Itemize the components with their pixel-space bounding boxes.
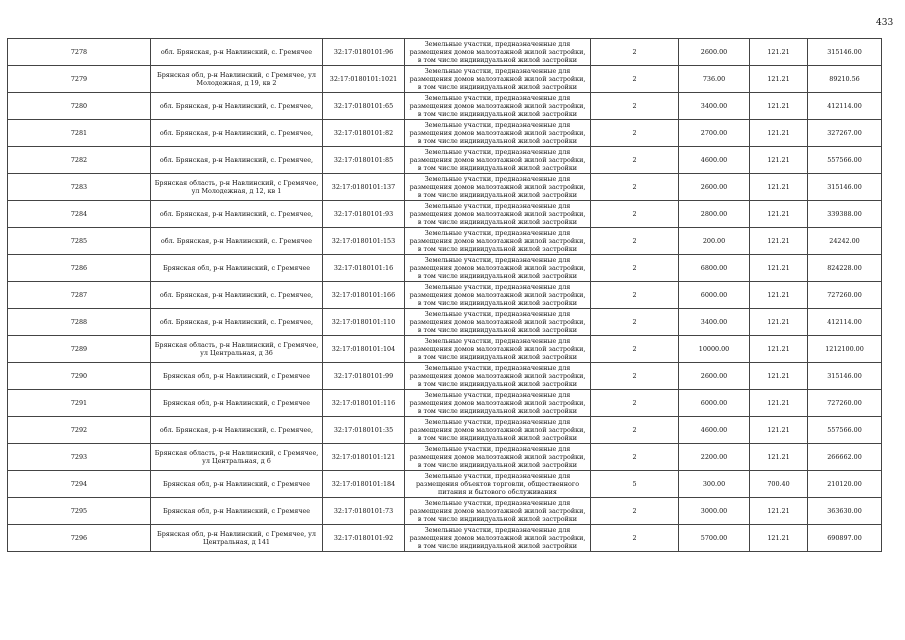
- table-row: [8, 363, 882, 390]
- specific-value-cell: 121.21: [750, 363, 808, 390]
- row-number-cell: 7279: [8, 66, 151, 93]
- table-row: [8, 255, 882, 282]
- land-use-cell: Земельные участки, предназначенные для размещения домов малоэтажной жилой застройки, в том числе индивидуальной жилой застройки: [405, 66, 591, 93]
- specific-value-cell: 121.21: [750, 120, 808, 147]
- specific-value-cell: 121.21: [750, 336, 808, 363]
- cadastral-number-cell: 32:17:0180101:65: [323, 93, 405, 120]
- specific-value-cell: 121.21: [750, 417, 808, 444]
- table-row: [8, 498, 882, 525]
- row-number-cell: 7294: [8, 471, 151, 498]
- table-row: [8, 390, 882, 417]
- address-cell: обл. Брянская, р-н Навлинский, с. Гремячее,: [151, 282, 323, 309]
- table-row: [8, 525, 882, 552]
- address-cell: обл. Брянская, р-н Навлинский, с. Гремячее,: [151, 417, 323, 444]
- address-cell: обл. Брянская, р-н Навлинский, с. Гремячее: [151, 39, 323, 66]
- area-cell: 736.00: [679, 66, 750, 93]
- cadastral-number-cell: 32:17:0180101:110: [323, 309, 405, 336]
- row-number-cell: 7295: [8, 498, 151, 525]
- area-cell: 3400.00: [679, 93, 750, 120]
- cadastral-number-cell: 32:17:0180101:137: [323, 174, 405, 201]
- cadastral-number-cell: 32:17:0180101:82: [323, 120, 405, 147]
- row-number-cell: 7290: [8, 363, 151, 390]
- cadastral-value-cell: 824228.00: [808, 255, 882, 282]
- area-cell: 4600.00: [679, 147, 750, 174]
- specific-value-cell: 121.21: [750, 39, 808, 66]
- cadastral-number-cell: 32:17:0180101:116: [323, 390, 405, 417]
- group-cell: 2: [591, 525, 679, 552]
- group-cell: 2: [591, 120, 679, 147]
- address-cell: Брянская обл, р-н Навлинский, с Гремячее: [151, 498, 323, 525]
- table-body: [8, 39, 882, 552]
- group-cell: 2: [591, 147, 679, 174]
- area-cell: 2600.00: [679, 363, 750, 390]
- specific-value-cell: 121.21: [750, 282, 808, 309]
- specific-value-cell: 121.21: [750, 309, 808, 336]
- land-use-cell: Земельные участки, предназначенные для размещения домов малоэтажной жилой застройки, в том числе индивидуальной жилой застройки: [405, 444, 591, 471]
- land-use-cell: Земельные участки, предназначенные для размещения домов малоэтажной жилой застройки, в том числе индивидуальной жилой застройки: [405, 282, 591, 309]
- group-cell: 2: [591, 201, 679, 228]
- group-cell: 2: [591, 39, 679, 66]
- area-cell: 3000.00: [679, 498, 750, 525]
- cadastral-value-cell: 1212100.00: [808, 336, 882, 363]
- cadastral-number-cell: 32:17:0180101:1021: [323, 66, 405, 93]
- row-number-cell: 7287: [8, 282, 151, 309]
- land-use-cell: Земельные участки, предназначенные для размещения домов малоэтажной жилой застройки, в том числе индивидуальной жилой застройки: [405, 228, 591, 255]
- land-use-cell: Земельные участки, предназначенные для размещения домов малоэтажной жилой застройки, в том числе индивидуальной жилой застройки: [405, 93, 591, 120]
- cadastral-value-cell: 24242.00: [808, 228, 882, 255]
- cadastral-value-cell: 89210.56: [808, 66, 882, 93]
- area-cell: 2600.00: [679, 174, 750, 201]
- row-number-cell: 7280: [8, 93, 151, 120]
- address-cell: Брянская обл, р-н Навлинский, с Гремячее: [151, 255, 323, 282]
- land-use-cell: Земельные участки, предназначенные для размещения домов малоэтажной жилой застройки, в том числе индивидуальной жилой застройки: [405, 255, 591, 282]
- cadastral-value-cell: 315146.00: [808, 363, 882, 390]
- specific-value-cell: 121.21: [750, 93, 808, 120]
- area-cell: 300.00: [679, 471, 750, 498]
- group-cell: 2: [591, 390, 679, 417]
- cadastral-number-cell: 32:17:0180101:93: [323, 201, 405, 228]
- address-cell: Брянская область, р-н Навлинский, с Гремячее, ул Молодежная, д 12, кв 1: [151, 174, 323, 201]
- specific-value-cell: 121.21: [750, 255, 808, 282]
- row-number-cell: 7293: [8, 444, 151, 471]
- area-cell: 4600.00: [679, 417, 750, 444]
- address-cell: обл. Брянская, р-н Навлинский, с. Гремячее,: [151, 147, 323, 174]
- group-cell: 2: [591, 282, 679, 309]
- row-number-cell: 7288: [8, 309, 151, 336]
- table-row: [8, 309, 882, 336]
- address-cell: Брянская обл, р-н Навлинский, с Гремячее, ул Молодежная, д 19, кв 2: [151, 66, 323, 93]
- specific-value-cell: 121.21: [750, 498, 808, 525]
- row-number-cell: 7281: [8, 120, 151, 147]
- row-number-cell: 7284: [8, 201, 151, 228]
- row-number-cell: 7285: [8, 228, 151, 255]
- cadastral-value-cell: 727260.00: [808, 282, 882, 309]
- table-row: [8, 471, 882, 498]
- cadastral-number-cell: 32:17:0180101:121: [323, 444, 405, 471]
- address-cell: обл. Брянская, р-н Навлинский, с. Гремячее: [151, 228, 323, 255]
- cadastral-value-cell: 690897.00: [808, 525, 882, 552]
- group-cell: 2: [591, 498, 679, 525]
- table-row: [8, 336, 882, 363]
- cadastral-number-cell: 32:17:0180101:35: [323, 417, 405, 444]
- cadastral-value-cell: 315146.00: [808, 174, 882, 201]
- row-number-cell: 7292: [8, 417, 151, 444]
- address-cell: обл. Брянская, р-н Навлинский, с. Гремячее,: [151, 309, 323, 336]
- cadastral-number-cell: 32:17:0180101:166: [323, 282, 405, 309]
- cadastral-number-cell: 32:17:0180101:92: [323, 525, 405, 552]
- cadastral-value-cell: 727260.00: [808, 390, 882, 417]
- cadastral-value-cell: 327267.00: [808, 120, 882, 147]
- specific-value-cell: 121.21: [750, 201, 808, 228]
- group-cell: 5: [591, 471, 679, 498]
- address-cell: обл. Брянская, р-н Навлинский, с. Гремячее,: [151, 120, 323, 147]
- cadastral-number-cell: 32:17:0180101:96: [323, 39, 405, 66]
- cadastral-number-cell: 32:17:0180101:73: [323, 498, 405, 525]
- table-row: [8, 120, 882, 147]
- table-row: [8, 174, 882, 201]
- specific-value-cell: 121.21: [750, 444, 808, 471]
- land-use-cell: Земельные участки, предназначенные для размещения домов малоэтажной жилой застройки, в том числе индивидуальной жилой застройки: [405, 525, 591, 552]
- table-row: [8, 228, 882, 255]
- row-number-cell: 7296: [8, 525, 151, 552]
- land-use-cell: Земельные участки, предназначенные для размещения домов малоэтажной жилой застройки, в том числе индивидуальной жилой застройки: [405, 498, 591, 525]
- land-use-cell: Земельные участки, предназначенные для размещения домов малоэтажной жилой застройки, в том числе индивидуальной жилой застройки: [405, 120, 591, 147]
- area-cell: 2200.00: [679, 444, 750, 471]
- cadastral-value-cell: 315146.00: [808, 39, 882, 66]
- address-cell: Брянская обл, р-н Навлинский, с Гремячее, ул Центральная, д 141: [151, 525, 323, 552]
- row-number-cell: 7289: [8, 336, 151, 363]
- row-number-cell: 7291: [8, 390, 151, 417]
- area-cell: 10000.00: [679, 336, 750, 363]
- row-number-cell: 7282: [8, 147, 151, 174]
- table-row: [8, 39, 882, 66]
- group-cell: 2: [591, 417, 679, 444]
- area-cell: 6000.00: [679, 282, 750, 309]
- cadastral-value-cell: 557566.00: [808, 147, 882, 174]
- row-number-cell: 7283: [8, 174, 151, 201]
- area-cell: 3400.00: [679, 309, 750, 336]
- group-cell: 2: [591, 66, 679, 93]
- land-use-cell: Земельные участки, предназначенные для размещения домов малоэтажной жилой застройки, в том числе индивидуальной жилой застройки: [405, 417, 591, 444]
- cadastral-number-cell: 32:17:0180101:85: [323, 147, 405, 174]
- land-use-cell: Земельные участки, предназначенные для размещения домов малоэтажной жилой застройки, в том числе индивидуальной жилой застройки: [405, 309, 591, 336]
- group-cell: 2: [591, 93, 679, 120]
- table-row: [8, 147, 882, 174]
- cadastral-value-cell: 557566.00: [808, 417, 882, 444]
- cadastral-number-cell: 32:17:0180101:104: [323, 336, 405, 363]
- specific-value-cell: 121.21: [750, 66, 808, 93]
- table-row: [8, 282, 882, 309]
- land-use-cell: Земельные участки, предназначенные для размещения домов малоэтажной жилой застройки, в том числе индивидуальной жилой застройки: [405, 201, 591, 228]
- land-use-cell: Земельные участки, предназначенные для размещения домов малоэтажной жилой застройки, в том числе индивидуальной жилой застройки: [405, 39, 591, 66]
- page-number: 433: [876, 18, 894, 28]
- cadastral-value-cell: 412114.00: [808, 309, 882, 336]
- area-cell: 6800.00: [679, 255, 750, 282]
- area-cell: 2600.00: [679, 39, 750, 66]
- specific-value-cell: 121.21: [750, 390, 808, 417]
- group-cell: 2: [591, 444, 679, 471]
- cadastral-number-cell: 32:17:0180101:153: [323, 228, 405, 255]
- address-cell: Брянская обл, р-н Навлинский, с Гремячее: [151, 390, 323, 417]
- address-cell: Брянская область, р-н Навлинский, с Гремячее, ул Центральная, д 36: [151, 336, 323, 363]
- address-cell: обл. Брянская, р-н Навлинский, с. Гремячее,: [151, 93, 323, 120]
- specific-value-cell: 121.21: [750, 228, 808, 255]
- cadastral-value-cell: 210120.00: [808, 471, 882, 498]
- group-cell: 2: [591, 228, 679, 255]
- group-cell: 2: [591, 363, 679, 390]
- land-use-cell: Земельные участки, предназначенные для размещения домов малоэтажной жилой застройки, в том числе индивидуальной жилой застройки: [405, 147, 591, 174]
- row-number-cell: 7286: [8, 255, 151, 282]
- specific-value-cell: 121.21: [750, 525, 808, 552]
- cadastral-number-cell: 32:17:0180101:99: [323, 363, 405, 390]
- cadastral-number-cell: 32:17:0180101:184: [323, 471, 405, 498]
- table-row: [8, 444, 882, 471]
- area-cell: 2700.00: [679, 120, 750, 147]
- cadastral-value-cell: 412114.00: [808, 93, 882, 120]
- address-cell: Брянская область, р-н Навлинский, с Гремячее, ул Центральная, д 6: [151, 444, 323, 471]
- group-cell: 2: [591, 174, 679, 201]
- land-use-cell: Земельные участки, предназначенные для размещения объектов торговли, общественного питания и бытового обслуживания: [405, 471, 591, 498]
- row-number-cell: 7278: [8, 39, 151, 66]
- cadastral-number-cell: 32:17:0180101:16: [323, 255, 405, 282]
- area-cell: 5700.00: [679, 525, 750, 552]
- specific-value-cell: 700.40: [750, 471, 808, 498]
- address-cell: Брянская обл, р-н Навлинский, с Гремячее: [151, 363, 323, 390]
- land-use-cell: Земельные участки, предназначенные для размещения домов малоэтажной жилой застройки, в том числе индивидуальной жилой застройки: [405, 390, 591, 417]
- area-cell: 6000.00: [679, 390, 750, 417]
- area-cell: 200.00: [679, 228, 750, 255]
- specific-value-cell: 121.21: [750, 174, 808, 201]
- cadastral-value-cell: 339388.00: [808, 201, 882, 228]
- land-use-cell: Земельные участки, предназначенные для размещения домов малоэтажной жилой застройки, в том числе индивидуальной жилой застройки: [405, 363, 591, 390]
- table-row: [8, 201, 882, 228]
- specific-value-cell: 121.21: [750, 147, 808, 174]
- table-row: [8, 417, 882, 444]
- group-cell: 2: [591, 309, 679, 336]
- land-use-cell: Земельные участки, предназначенные для размещения домов малоэтажной жилой застройки, в том числе индивидуальной жилой застройки: [405, 174, 591, 201]
- group-cell: 2: [591, 336, 679, 363]
- land-use-cell: Земельные участки, предназначенные для размещения домов малоэтажной жилой застройки, в том числе индивидуальной жилой застройки: [405, 336, 591, 363]
- table-row: [8, 93, 882, 120]
- area-cell: 2800.00: [679, 201, 750, 228]
- cadastral-value-cell: 266662.00: [808, 444, 882, 471]
- address-cell: обл. Брянская, р-н Навлинский, с. Гремячее,: [151, 201, 323, 228]
- table-row: [8, 66, 882, 93]
- cadastral-value-cell: 363630.00: [808, 498, 882, 525]
- cadastral-value-table: [7, 38, 882, 552]
- address-cell: Брянская обл, р-н Навлинский, с Гремячее: [151, 471, 323, 498]
- group-cell: 2: [591, 255, 679, 282]
